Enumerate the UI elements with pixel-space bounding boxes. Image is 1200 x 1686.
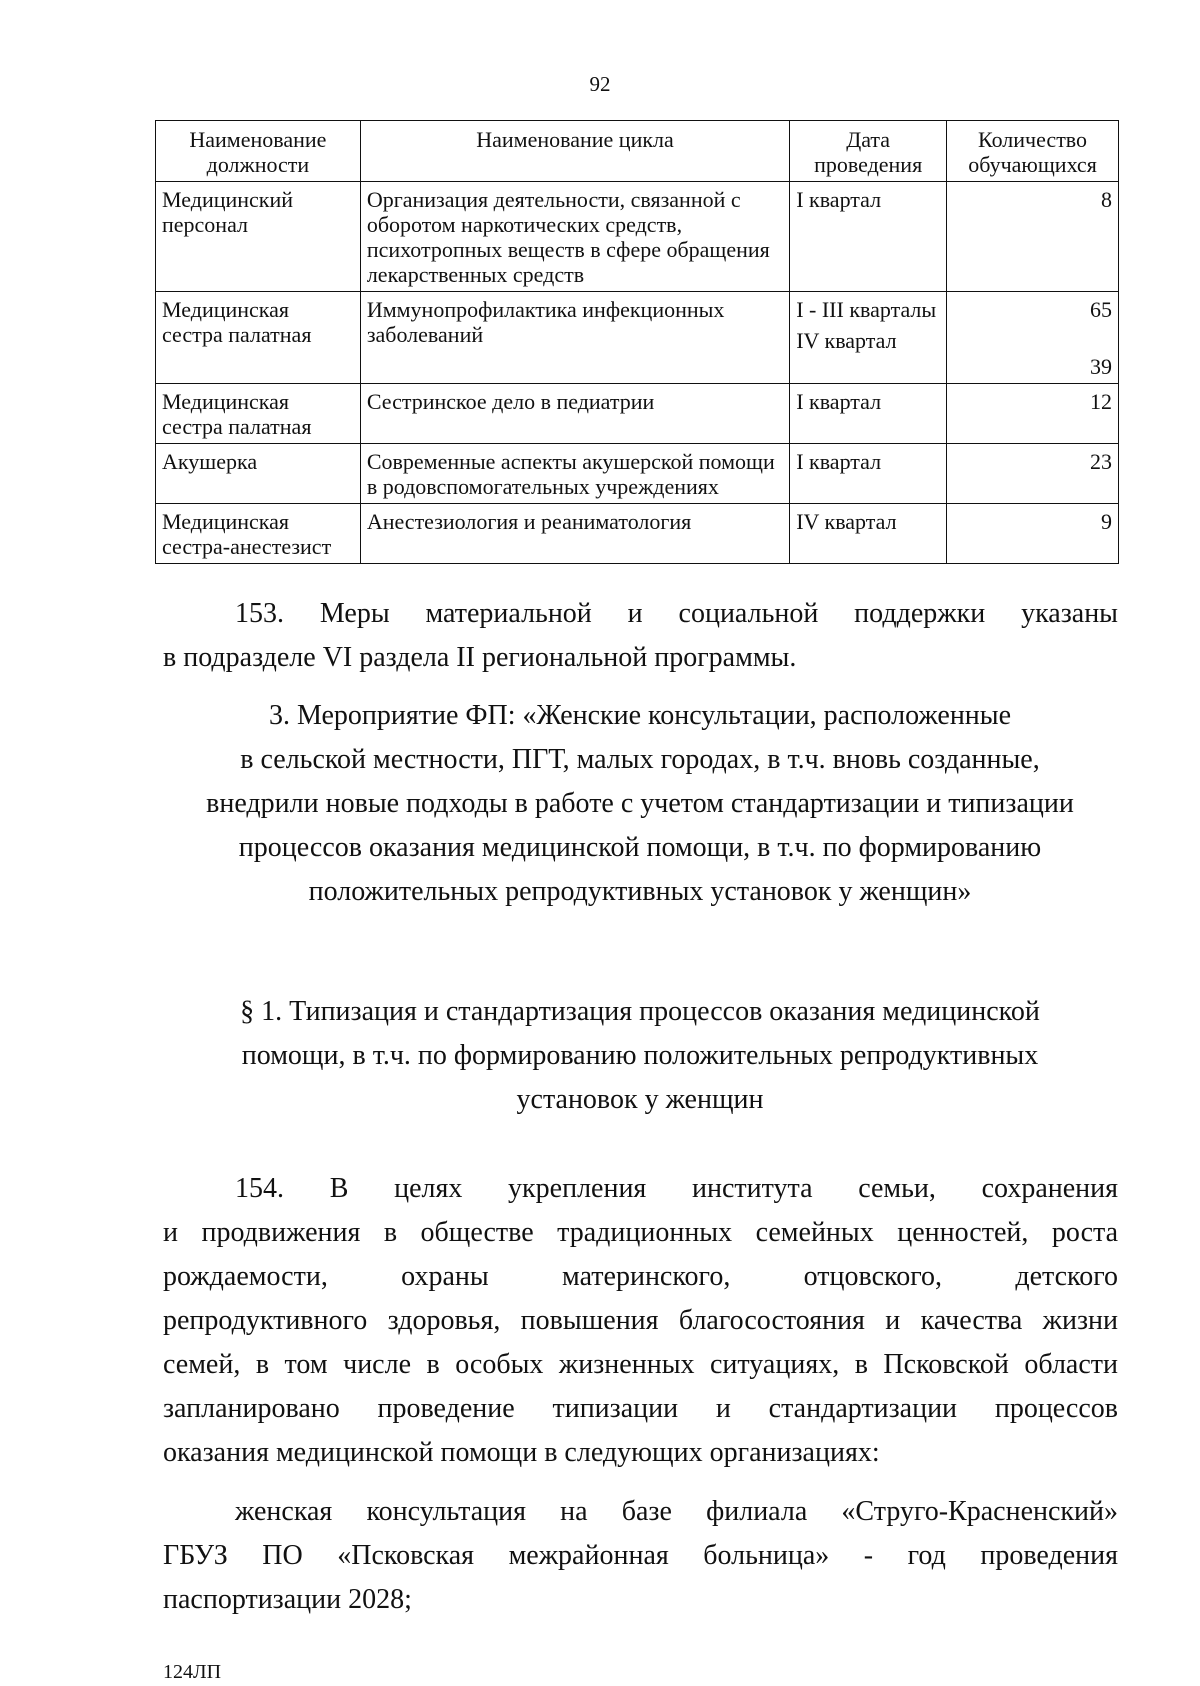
table-header-row: [156, 121, 1119, 182]
table-row: [156, 384, 1119, 444]
cell-position: Медицинская сестра палатная: [156, 292, 361, 384]
cell-date: IV квартал: [790, 504, 947, 564]
paragraph-line: запланировано проведение типизации и стандартизации процессов: [163, 1393, 1118, 1424]
cell-cycle: Организация деятельности, связанной с оборотом наркотических средств, психотропных веществ в сфере обращения лекарственных средств: [360, 182, 789, 292]
cell-cycle: Современные аспекты акушерской помощи в родовспомогательных учреждениях: [360, 444, 789, 504]
paragraph-line: в подразделе VI раздела II региональной программы.: [163, 642, 797, 673]
heading-line: помощи, в т.ч. по формированию положительных репродуктивных: [241, 1040, 1039, 1071]
cell-count: 9: [947, 504, 1119, 564]
paragraph-line: ГБУЗ ПО «Псковская межрайонная больница» - год проведения: [163, 1540, 1118, 1571]
paragraph-line: женская консультация на базе филиала «Струго-Красненский»: [235, 1496, 1118, 1527]
paragraph-line: паспортизации 2028;: [163, 1584, 412, 1615]
heading-line: в сельской местности, ПГТ, малых городах, в т.ч. вновь созданные,: [240, 744, 1040, 775]
subsection-heading-1: [150, 990, 1130, 1122]
table-row: [156, 182, 1119, 292]
cell-cycle: Анестезиология и реаниматология: [360, 504, 789, 564]
page-number: 92: [589, 72, 611, 96]
cell-count: 8: [947, 182, 1119, 292]
training-table: [155, 120, 1119, 564]
paragraph-line: репродуктивного здоровья, повышения благосостояния и качества жизни: [163, 1305, 1118, 1336]
paragraph-line: семей, в том числе в особых жизненных ситуациях, в Псковской области: [163, 1349, 1118, 1380]
cell-date: I - III кварталы: [796, 297, 937, 322]
cell-date: I квартал: [790, 384, 947, 444]
section-heading-3: [150, 694, 1130, 914]
heading-line: положительных репродуктивных установок у женщин»: [308, 876, 972, 907]
paragraph-consultation: [163, 1490, 1118, 1622]
cell-count-secondary: 39: [1090, 354, 1112, 379]
paragraph-line: 154. В целях укрепления института семьи, сохранения: [235, 1173, 1118, 1204]
cell-position: Акушерка: [156, 444, 361, 504]
cell-cycle: Иммунопрофилактика инфекционных заболеваний: [360, 292, 789, 384]
cell-position: Медицинская сестра палатная: [156, 384, 361, 444]
paragraph-154: [163, 1167, 1118, 1475]
cell-date: I квартал: [790, 182, 947, 292]
paragraph-line: рождаемости, охраны материнского, отцовского, детского: [163, 1261, 1118, 1292]
cell-date-group: [790, 292, 947, 384]
table-row: [156, 444, 1119, 504]
heading-line: 3. Мероприятие ФП: «Женские консультации, расположенные: [268, 700, 1012, 731]
cell-position: Медицинский персонал: [156, 182, 361, 292]
cell-count: 65: [1090, 297, 1112, 322]
cell-count: 23: [947, 444, 1119, 504]
cell-date-secondary: IV квартал: [796, 328, 897, 353]
paragraph-153: [163, 592, 1118, 680]
paragraph-line: 153. Меры материальной и социальной поддержки указаны: [235, 598, 1118, 629]
header-position: Наименование должности: [156, 121, 361, 182]
table-row: [156, 504, 1119, 564]
header-cycle: Наименование цикла: [360, 121, 789, 182]
cell-count: 12: [947, 384, 1119, 444]
heading-line: процессов оказания медицинской помощи, в т.ч. по формированию: [238, 832, 1042, 863]
heading-line: внедрили новые подходы в работе с учетом стандартизации и типизации: [206, 788, 1074, 819]
document-code: 124ЛП: [163, 1661, 222, 1683]
cell-position: Медицинская сестра-анестезист: [156, 504, 361, 564]
cell-cycle: Сестринское дело в педиатрии: [360, 384, 789, 444]
cell-date: I квартал: [790, 444, 947, 504]
paragraph-line: и продвижения в обществе традиционных семейных ценностей, роста: [163, 1217, 1118, 1248]
paragraph-line: оказания медицинской помощи в следующих организациях:: [163, 1437, 880, 1468]
header-date: Дата проведения: [790, 121, 947, 182]
table-row: [156, 292, 1119, 384]
header-count: Количество обучающихся: [947, 121, 1119, 182]
cell-count-group: [947, 292, 1119, 384]
heading-line: установок у женщин: [516, 1084, 764, 1115]
heading-line: § 1. Типизация и стандартизация процессов оказания медицинской: [240, 996, 1040, 1027]
